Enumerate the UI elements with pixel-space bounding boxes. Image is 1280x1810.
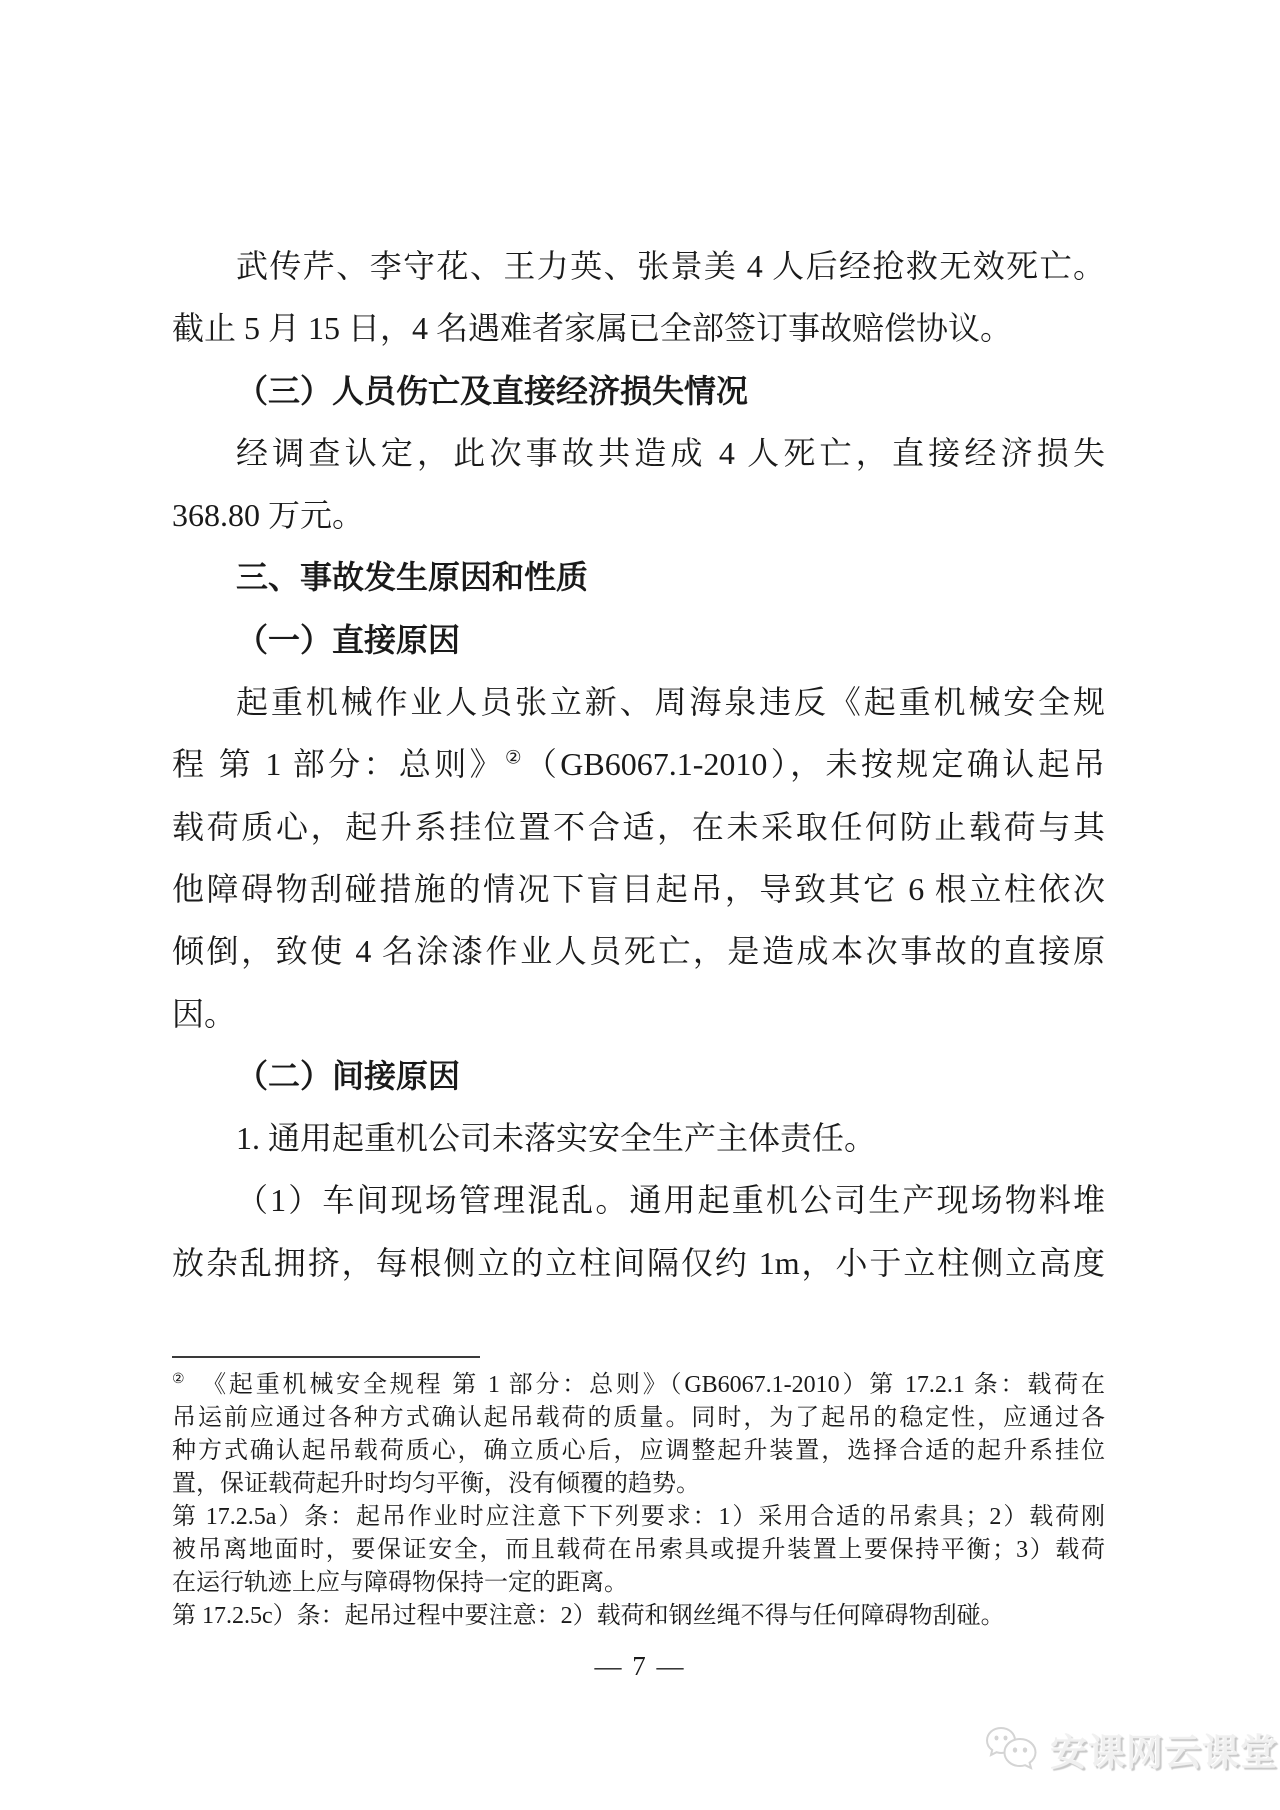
text-segment: 他障碍物刮碰措施的情况下盲目起吊，导致其它 6 根立柱依次 (172, 870, 1105, 907)
text-segment: 起重机械作业人员张立新、周海泉违反《起重机械安全规 (236, 684, 1105, 721)
body-line (172, 1232, 1105, 1294)
text-segment: 吊运前应通过各种方式确认起吊载荷的质量。同时，为了起吊的稳定性，应通过各 (172, 1405, 1105, 1431)
text-segment: 程 第 1 部分：总则》 (172, 746, 505, 783)
text-segment: （GB6067.1-2010），未按规定确认起吊 (524, 746, 1105, 783)
text-segment: 在运行轨迹上应与障碍物保持一定的距离。 (172, 1570, 628, 1596)
text-segment: 因。 (172, 995, 237, 1032)
document-body (172, 235, 1105, 1294)
body-line (172, 920, 1105, 982)
text-segment: 置，保证载荷起升时均匀平衡，没有倾覆的趋势。 (172, 1471, 700, 1497)
body-line (172, 671, 1105, 733)
text-segment: （三）人员伤亡及直接经济损失情况 (236, 372, 749, 409)
heading-line (172, 360, 1105, 422)
footnote-line (172, 1534, 1105, 1567)
body-line (172, 235, 1105, 297)
body-line (172, 484, 1105, 546)
text-segment: （一）直接原因 (236, 621, 461, 658)
text-segment: 三、事故发生原因和性质 (236, 559, 589, 596)
watermark-logo (984, 1722, 1278, 1776)
body-line (172, 1169, 1105, 1231)
text-segment: 第 17.2.5a）条：起吊作业时应注意下下列要求：1）采用合适的吊索具；2）载荷刚 (172, 1504, 1105, 1530)
footnote-line (172, 1600, 1105, 1633)
body-line (172, 422, 1105, 484)
footnote-reference-marker: ② (172, 1372, 188, 1387)
text-segment: 《起重机械安全规程 第 1 部分：总则》（GB6067.1-2010）第 17.2.1 条：载荷在 (187, 1372, 1105, 1398)
text-segment: 第 17.2.5c）条：起吊过程中要注意：2）载荷和钢丝绳不得与任何障碍物刮碰。 (172, 1603, 1005, 1629)
footnote-reference-marker: ② (504, 747, 525, 769)
text-segment: 368.80 万元。 (172, 497, 365, 534)
body-line (172, 983, 1105, 1045)
text-segment: 截止 5 月 15 日，4 名遇难者家属已全部签订事故赔偿协议。 (172, 310, 1013, 347)
body-line (172, 1107, 1105, 1169)
footnote-line (172, 1468, 1105, 1501)
footnote-line (172, 1369, 1105, 1402)
text-segment: （1）车间现场管理混乱。通用起重机公司生产现场物料堆 (236, 1182, 1105, 1219)
body-line (172, 297, 1105, 359)
chat-bubbles-icon (984, 1723, 1040, 1775)
watermark-text: 安课网云课堂 (1050, 1733, 1278, 1774)
text-segment: 放杂乱拥挤，每根侧立的立柱间隔仅约 1m，小于立柱侧立高度 (172, 1244, 1105, 1281)
body-line (172, 858, 1105, 920)
text-segment: 1. 通用起重机公司未落实安全生产主体责任。 (236, 1120, 877, 1157)
text-segment: 倾倒，致使 4 名涂漆作业人员死亡，是造成本次事故的直接原 (172, 933, 1105, 970)
body-line (172, 733, 1105, 795)
text-segment: 载荷质心，起升系挂位置不合适，在未采取任何防止载荷与其 (172, 808, 1105, 845)
footnote-separator (172, 1356, 480, 1358)
text-segment: （二）间接原因 (236, 1057, 461, 1094)
footnote-line (172, 1402, 1105, 1435)
footnotes (172, 1369, 1105, 1633)
text-segment: 种方式确认起吊载荷质心，确立质心后，应调整起升装置，选择合适的起升系挂位 (172, 1438, 1105, 1464)
text-segment: 被吊离地面时，要保证安全，而且载荷在吊索具或提升装置上要保持平衡；3）载荷 (172, 1537, 1105, 1563)
footnote-line (172, 1501, 1105, 1534)
heading-line (172, 609, 1105, 671)
page-number: — 7 — (594, 1651, 686, 1681)
text-segment: 武传芹、李守花、王力英、张景美 4 人后经抢救无效死亡。 (236, 248, 1105, 284)
footnote-line (172, 1435, 1105, 1468)
heading-line (172, 546, 1105, 608)
body-line (172, 796, 1105, 858)
footnote-line (172, 1567, 1105, 1600)
text-segment: 经调查认定，此次事故共造成 4 人死亡，直接经济损失 (236, 434, 1105, 471)
heading-line (172, 1045, 1105, 1107)
